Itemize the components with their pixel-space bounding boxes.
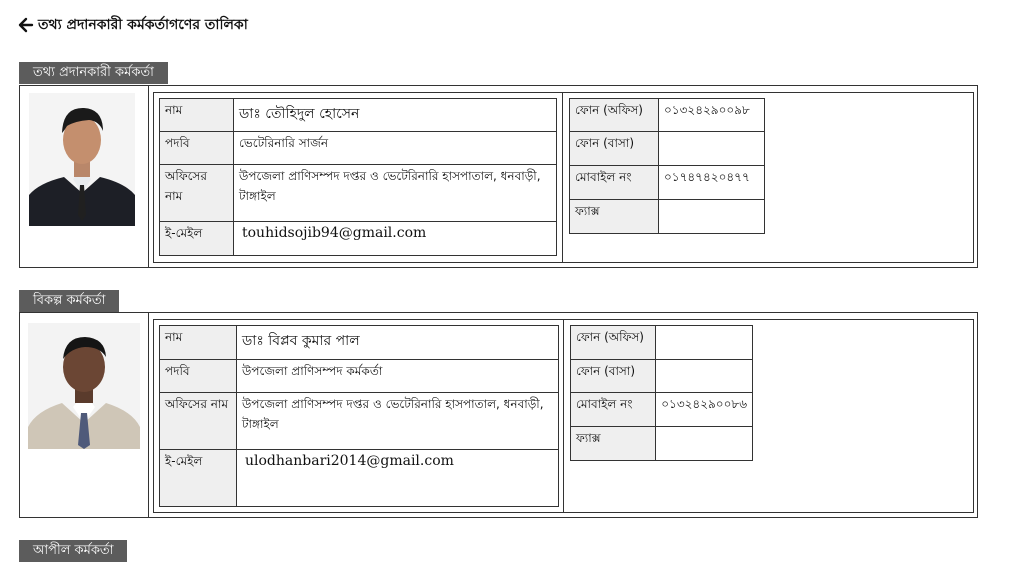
name-value: ডাঃ বিপ্লব কুমার পাল — [237, 326, 559, 360]
email-label: ই-মেইল — [160, 222, 234, 256]
page-header — [18, 13, 248, 37]
section-tag-alternate-officer: বিকল্প কর্মকর্তা — [19, 290, 119, 312]
alternate-officer-photo — [28, 323, 140, 449]
arrow-left-icon[interactable] — [18, 17, 34, 33]
phone-office-value: ০১৩২৪২৯০০৯৮ — [659, 99, 765, 132]
office-label: অফিসের নাম — [160, 393, 237, 450]
photo-cell — [20, 86, 149, 267]
column-divider — [562, 92, 563, 263]
contact-table — [570, 325, 753, 461]
phone-home-label: ফোন (বাসা) — [571, 360, 656, 393]
mobile-label: মোবাইল নং — [570, 166, 659, 200]
mobile-label: মোবাইল নং — [571, 393, 656, 427]
name-label: নাম — [160, 326, 237, 360]
mobile-value: ০১৩২৪২৯০০৮৬ — [656, 393, 753, 427]
name-value: ডাঃ তৌহিদুল হোসেন — [234, 99, 557, 132]
office-value: উপজেলা প্রাণিসম্পদ দপ্তর ও ভেটেরিনারি হাসপাতাল, ধনবাড়ী, টাঙ্গাইল — [237, 393, 559, 450]
designation-value: ভেটেরিনারি সার্জন — [234, 132, 557, 165]
mobile-value: ০১৭৪৭৪২০৪৭৭ — [659, 166, 765, 200]
fax-label: ফ্যাক্স — [570, 200, 659, 234]
section-tag-appeal-officer: আপীল কর্মকর্তা — [19, 540, 127, 562]
email-value[interactable]: touhidsojib94@gmail.com — [234, 222, 557, 256]
phone-home-value — [656, 360, 753, 393]
photo-cell — [20, 313, 149, 517]
name-label: নাম — [160, 99, 234, 132]
alternate-officer-card — [19, 312, 978, 518]
officer-info-table — [159, 325, 559, 507]
officer-info-table — [159, 98, 557, 256]
section-tag-info-officer: তথ্য প্রদানকারী কর্মকর্তা — [19, 62, 168, 84]
designation-label: পদবি — [160, 360, 237, 393]
designation-value: উপজেলা প্রাণিসম্পদ কর্মকর্তা — [237, 360, 559, 393]
page-title: তথ্য প্রদানকারী কর্মকর্তাগণের তালিকা — [38, 17, 248, 33]
fax-value — [656, 427, 753, 461]
contact-table — [569, 98, 765, 234]
officer-photo — [29, 93, 135, 226]
phone-office-label: ফোন (অফিস) — [570, 99, 659, 132]
office-label: অফিসের নাম — [160, 165, 234, 222]
designation-label: পদবি — [160, 132, 234, 165]
phone-office-label: ফোন (অফিস) — [571, 326, 656, 360]
phone-office-value — [656, 326, 753, 360]
office-value: উপজেলা প্রাণিসম্পদ দপ্তর ও ভেটেরিনারি হাসপাতাল, ধনবাড়ী, টাঙ্গাইল — [234, 165, 557, 222]
officer-card — [19, 85, 978, 268]
email-label: ই-মেইল — [160, 450, 237, 507]
phone-home-value — [659, 132, 765, 166]
column-divider — [563, 319, 564, 513]
fax-value — [659, 200, 765, 234]
phone-home-label: ফোন (বাসা) — [570, 132, 659, 166]
fax-label: ফ্যাক্স — [571, 427, 656, 461]
email-value[interactable]: ulodhanbari2014@gmail.com — [237, 450, 559, 507]
